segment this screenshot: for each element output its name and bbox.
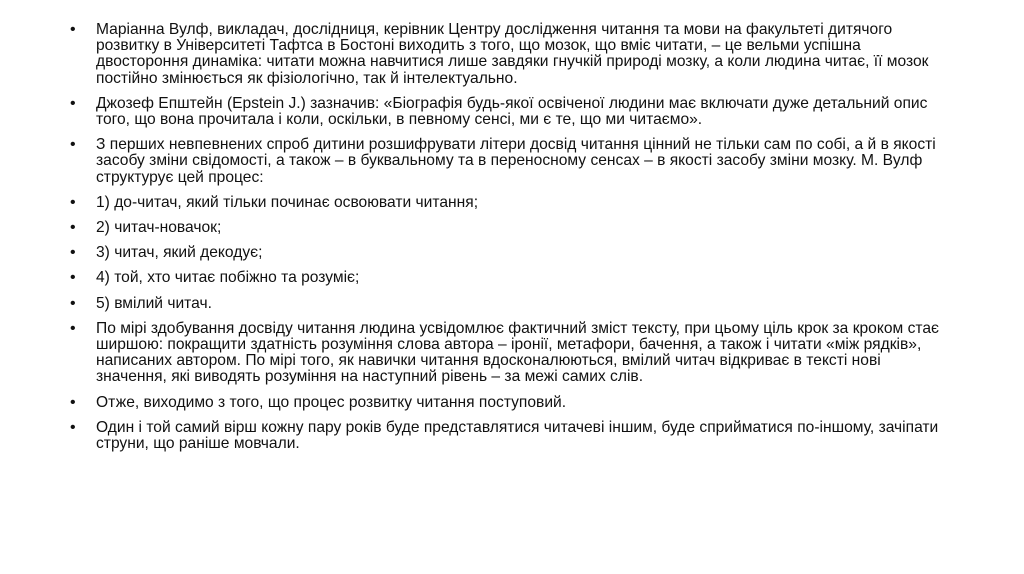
bullet-text: • По мірі здобування досвіду читання людина усвідомлює фактичний зміст тексту, при цьому ціль крок за кроком стає ширшою: покращити здатність розуміння слова автора – іронії, метафори, бачення, а також і читати «між рядків», написаних автором. По мірі того, як навички читання вдосконалюються, вмілий читач відкриває в тексті нові значення, які виводять розуміння на наступний рівень – за межі самих слів. [96,319,939,386]
bullet-item [70,420,950,452]
bullet-text: • 5) вмілий читач. [96,294,212,312]
bullet-item [70,22,950,87]
bullet-text: • 1) до-читач, який тільки починає освоювати читання; [96,193,479,211]
bullet-item [70,220,950,236]
bullet-item [70,245,950,261]
bullet-text: • 2) читач-новачок; [96,219,222,237]
bullet-text: • Один і той самий вірш кожну пару років буде представлятися читачеві іншим, буде сприйматися по-іншому, зачіпати струни, що раніше мовчали. [96,418,939,453]
bullet-text: • З перших невпевнених спроб дитини розшифрувати літери досвід читання цінний не тільки сам по собі, а й в якості засобу зміни свідомості, а також – в буквальному та в переносному сенсах – в якості засобу зміни мозку. М. Вулф структурує цей процес: [96,136,936,186]
bullet-text: • Маріанна Вулф, викладач, дослідниця, керівник Центру дослідження читання та мови на факультеті дитячого розвитку в Університеті Тафтса в Бостоні виходить з того, що мозок, що вміє читати, – це вельми успішна двостороння динаміка: читати можна навчитися лише завдяки гнучкій природі мозку, а коли людина читає, її мозок постійно змінюється як фізіологічно, так й інтелектуально. [96,21,929,87]
bullet-text: • Джозеф Епштейн (Epstein J.) зазначив: «Біографія будь-якої освіченої людини має включати дуже детальний опис того, що вона прочитала і коли, оскільки, в певному сенсі, ми є те, що ми читаємо». [96,94,928,129]
bullet-item [70,96,950,128]
bullet-text: • 4) той, хто читає побіжно та розуміє; [96,269,360,287]
bullet-item [70,195,950,211]
bullet-item [70,395,950,411]
bullet-list [70,22,950,461]
bullet-item [70,296,950,312]
bullet-text: • 3) читач, який декодує; [96,244,263,262]
bullet-text: • Отже, виходимо з того, що процес розвитку читання поступовий. [96,393,567,411]
bullet-item [70,137,950,186]
bullet-item [70,270,950,286]
bullet-item [70,321,950,386]
